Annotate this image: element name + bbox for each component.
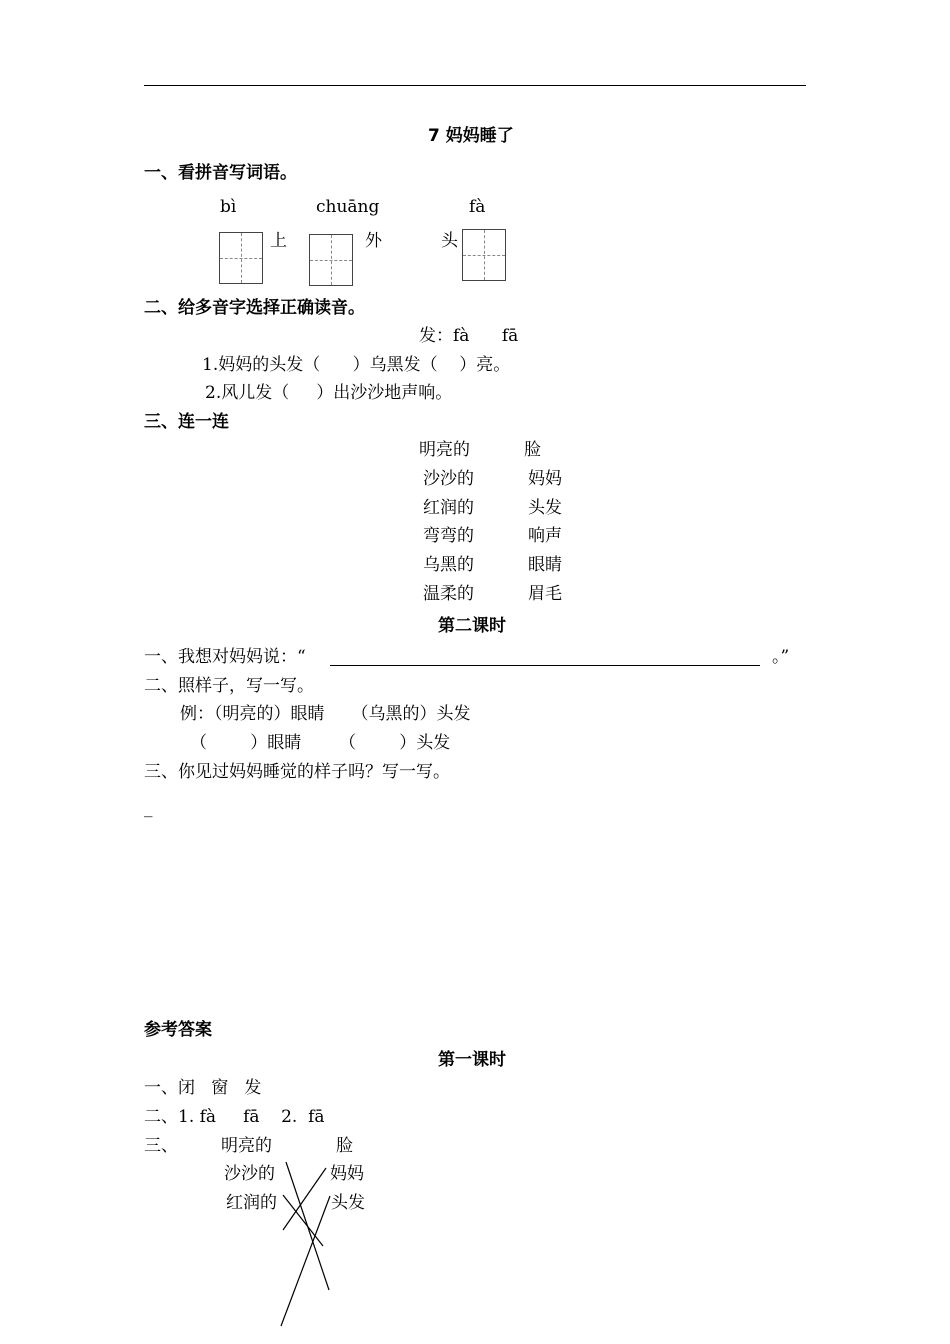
match-line-4 (281, 1196, 330, 1326)
polyphone-prompt: 发：fà fā (419, 326, 519, 346)
match-right-6: 眉毛 (528, 584, 562, 604)
page-title: 7 妈妈睡了 (428, 126, 514, 146)
lesson2-example: 例：（明亮的）眼睛 （乌黑的）头发 (180, 704, 471, 724)
answer-3-right-1: 脸 (336, 1136, 353, 1156)
answer-3-label: 三、 (144, 1136, 178, 1156)
answer-3-right-3: 头发 (331, 1193, 365, 1213)
match-left-4: 弯弯的 (423, 526, 474, 546)
answer-1: 一、闭 窗 发 (144, 1078, 262, 1098)
word-suffix-2: 外 (365, 231, 382, 251)
pinyin-1: bì (220, 197, 237, 217)
question-2-1: 1.妈妈的头发（ ）乌黑发（ ）亮。 (202, 355, 511, 375)
section3-heading: 三、连一连 (144, 412, 229, 432)
question-2-2: 2.风儿发（ ）出沙沙地声响。 (205, 383, 453, 403)
word-suffix-1: 上 (270, 231, 287, 251)
lesson2-question-1-end: 。” (772, 647, 790, 667)
answer-2: 二、1. fà fā 2. fā (144, 1107, 325, 1127)
answers-heading: 参考答案 (144, 1020, 212, 1040)
match-left-5: 乌黑的 (423, 555, 474, 575)
answer-3-right-2: 妈妈 (330, 1164, 364, 1184)
answer-3-left-1: 明亮的 (221, 1136, 272, 1156)
pinyin-3: fà (469, 197, 486, 217)
section2-heading: 二、给多音字选择正确读音。 (144, 298, 365, 318)
answers-lesson1-heading: 第一课时 (438, 1050, 506, 1070)
answer-3-left-3: 红润的 (226, 1193, 277, 1213)
match-left-2: 沙沙的 (423, 469, 474, 489)
match-line-2 (283, 1168, 326, 1230)
match-right-2: 妈妈 (528, 469, 562, 489)
lesson2-question-3: 三、你见过妈妈睡觉的样子吗？写一写。 (144, 762, 450, 782)
match-left-1: 明亮的 (419, 440, 470, 460)
match-right-5: 眼睛 (528, 555, 562, 575)
answer-3-left-2: 沙沙的 (224, 1164, 275, 1184)
match-right-4: 响声 (528, 526, 562, 546)
text-cursor: _ (144, 798, 153, 818)
match-right-1: 脸 (524, 440, 541, 460)
lesson2-heading: 第二课时 (438, 616, 506, 636)
word-prefix-3: 头 (441, 231, 458, 251)
lesson2-question-1: 一、我想对妈妈说：“ (144, 647, 306, 667)
lesson2-question-2: 二、照样子，写一写。 (144, 676, 314, 696)
match-right-3: 头发 (528, 498, 562, 518)
match-left-6: 温柔的 (423, 584, 474, 604)
pinyin-2: chuāng (316, 197, 380, 217)
match-left-3: 红润的 (423, 498, 474, 518)
section1-heading: 一、看拼音写词语。 (144, 163, 297, 183)
lesson2-blanks: （ ）眼睛 （ ）头发 (190, 733, 451, 753)
